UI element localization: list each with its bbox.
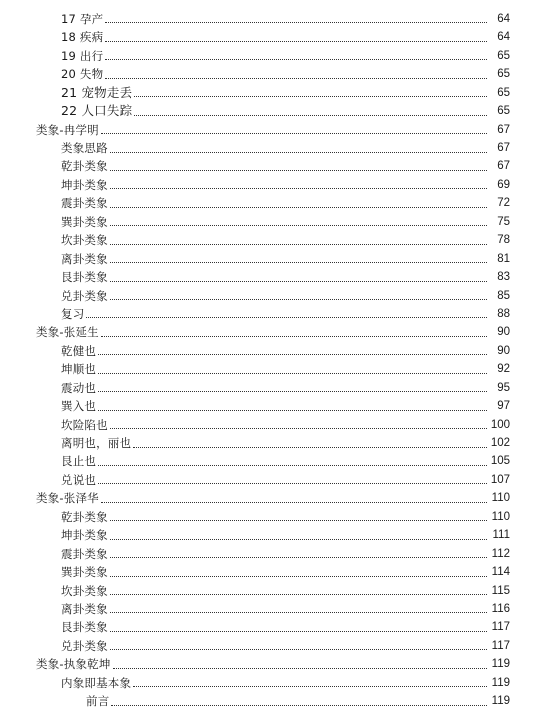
toc-entry[interactable] [0,47,546,65]
toc-entry-page-number: 65 [497,86,510,99]
toc-entry[interactable] [0,250,546,268]
toc-entry-page-number: 67 [497,160,510,173]
toc-entry-page-number: 64 [497,31,510,44]
toc-entry-page-number: 69 [497,178,510,191]
toc-entry-title: 震卦类象 [61,196,108,211]
dot-leader [105,53,487,60]
toc-entry[interactable] [0,305,546,323]
toc-entry-page-number: 116 [491,602,510,615]
toc-entry-page-number: 112 [491,547,510,560]
toc-entry[interactable] [0,158,546,176]
toc-entry-page-number: 119 [491,676,510,689]
toc-entry-page-number: 65 [497,105,510,118]
toc-entry-title: 巽入也 [61,399,97,414]
toc-entry[interactable] [0,84,546,102]
dot-leader [110,182,487,189]
toc-entry-page-number: 90 [497,344,510,357]
toc-entry[interactable] [0,194,546,212]
toc-entry-title: 类象思路 [61,141,108,156]
toc-entry[interactable] [0,471,546,489]
toc-entry-title: 复习 [61,306,85,321]
dot-leader [110,422,487,429]
dot-leader [105,16,487,23]
toc-entry-page-number: 117 [491,639,510,652]
toc-entry-title: 巽卦类象 [61,214,108,229]
toc-entry-page-number: 110 [491,510,510,523]
toc-entry[interactable] [0,213,546,231]
toc-entry[interactable] [0,453,546,471]
dot-leader [133,441,487,448]
toc-entry-page-number: 117 [491,621,510,634]
dot-leader [113,662,487,669]
toc-entry-page-number: 65 [497,68,510,81]
dot-leader [105,35,487,42]
toc-entry[interactable] [0,121,546,139]
toc-entry-title: 震卦类象 [61,546,108,561]
toc-entry-title: 震动也 [61,380,97,395]
toc-entry[interactable] [0,545,546,563]
toc-entry-page-number: 114 [491,566,510,579]
toc-entry[interactable] [0,434,546,452]
toc-entry[interactable] [0,360,546,378]
dot-leader [98,348,487,355]
dot-leader [134,109,487,116]
dot-leader [110,570,487,577]
toc-entry-title: 兑卦类象 [61,288,108,303]
toc-entry[interactable] [0,287,546,305]
toc-entry-title: 兑说也 [61,472,97,487]
dot-leader [98,385,487,392]
toc-entry-title: 坤卦类象 [61,177,108,192]
dot-leader [110,275,487,282]
dot-leader [110,256,487,263]
dot-leader [105,72,487,79]
toc-entry[interactable] [0,323,546,341]
dot-leader [101,496,487,503]
toc-entry-title: 类象-张延生 [36,325,99,340]
toc-entry-page-number: 81 [497,252,510,265]
toc-entry-page-number: 111 [492,529,510,542]
toc-entry-page-number: 85 [497,289,510,302]
toc-entry-title: 类象-张泽华 [36,491,99,506]
toc-entry[interactable] [0,342,546,360]
toc-entry[interactable] [0,268,546,286]
toc-entry-page-number: 97 [497,400,510,413]
toc-entry-title: 离卦类象 [61,601,108,616]
toc-entry[interactable] [0,655,546,673]
toc-entry[interactable] [0,600,546,618]
dot-leader [110,551,487,558]
toc-entry-title: 17 孕产 [61,11,104,26]
toc-entry-page-number: 72 [497,197,510,210]
toc-entry[interactable] [0,231,546,249]
dot-leader [110,588,487,595]
toc-entry-page-number: 67 [497,142,510,155]
toc-entry-page-number: 119 [491,658,510,671]
toc-entry-page-number: 102 [490,437,510,450]
toc-entry-title: 离明也，丽也 [61,436,132,451]
toc-entry-title: 类象-执象乾坤 [36,657,111,672]
toc-entry[interactable] [0,508,546,526]
toc-entry-title: 艮卦类象 [61,620,108,635]
toc-entry[interactable] [0,674,546,692]
toc-entry[interactable] [0,582,546,600]
toc-entry[interactable] [0,692,546,710]
toc-entry-title: 离卦类象 [61,251,108,266]
toc-entry-page-number: 110 [491,492,510,505]
toc-entry-page-number: 65 [497,49,510,62]
dot-leader [110,625,487,632]
toc-entry-page-number: 88 [497,307,510,320]
table-of-contents [0,10,546,711]
dot-leader [110,606,487,613]
toc-entry-title: 20 失物 [61,67,104,82]
toc-entry-title: 乾健也 [61,343,97,358]
toc-entry[interactable] [0,379,546,397]
toc-entry[interactable] [0,637,546,655]
toc-entry[interactable] [0,10,546,28]
toc-entry-page-number: 67 [497,123,510,136]
toc-entry[interactable] [0,618,546,636]
toc-entry-title: 18 疾病 [61,30,104,45]
toc-entry[interactable] [0,28,546,46]
toc-entry-page-number: 92 [497,363,510,376]
dot-leader [110,533,487,540]
toc-entry[interactable] [0,102,546,120]
toc-entry[interactable] [0,563,546,581]
toc-entry-title: 艮卦类象 [61,270,108,285]
toc-entry-page-number: 75 [497,215,510,228]
dot-leader [110,238,487,245]
toc-entry-title: 22 人口失踪 [61,103,133,119]
toc-entry-page-number: 115 [491,584,510,597]
dot-leader [110,201,487,208]
toc-entry-page-number: 105 [490,455,510,468]
dot-leader [98,367,487,374]
toc-entry[interactable] [0,176,546,194]
toc-entry-title: 艮止也 [61,454,97,469]
toc-entry-page-number: 100 [490,418,510,431]
toc-entry-title: 21 宠物走丢 [61,84,133,100]
dot-leader [110,293,487,300]
toc-entry[interactable] [0,416,546,434]
toc-entry-page-number: 95 [497,381,510,394]
dot-leader [98,459,487,466]
dot-leader [110,146,487,153]
dot-leader [101,127,487,134]
dot-leader [98,477,487,484]
toc-entry-page-number: 90 [497,326,510,339]
toc-entry-title: 乾卦类象 [61,509,108,524]
toc-entry-title: 坎险陷也 [61,417,108,432]
toc-entry[interactable] [0,139,546,157]
toc-entry-title: 坤顺也 [61,362,97,377]
toc-entry-page-number: 78 [497,234,510,247]
toc-entry-title: 坎卦类象 [61,583,108,598]
toc-entry-title: 类象-冉学明 [36,122,99,137]
toc-entry[interactable] [0,65,546,83]
dot-leader [110,164,487,171]
dot-leader [133,680,487,687]
toc-entry-title: 坤卦类象 [61,528,108,543]
toc-entry[interactable] [0,397,546,415]
toc-entry-page-number: 119 [491,695,510,708]
dot-leader [86,311,487,318]
toc-entry[interactable] [0,489,546,507]
dot-leader [134,90,487,97]
dot-leader [101,330,487,337]
dot-leader [98,404,487,411]
toc-entry-title: 坎卦类象 [61,233,108,248]
dot-leader [110,514,487,521]
toc-entry-title: 前言 [86,694,110,709]
toc-entry-title: 内象即基本象 [61,675,132,690]
dot-leader [110,219,487,226]
toc-entry-page-number: 64 [497,12,510,25]
toc-entry-page-number: 107 [490,473,510,486]
toc-entry-page-number: 83 [497,271,510,284]
dot-leader [111,699,487,706]
toc-entry-title: 乾卦类象 [61,159,108,174]
toc-entry[interactable] [0,526,546,544]
toc-entry-title: 巽卦类象 [61,565,108,580]
toc-entry-title: 19 出行 [61,48,104,63]
dot-leader [110,643,487,650]
toc-entry-title: 兑卦类象 [61,638,108,653]
